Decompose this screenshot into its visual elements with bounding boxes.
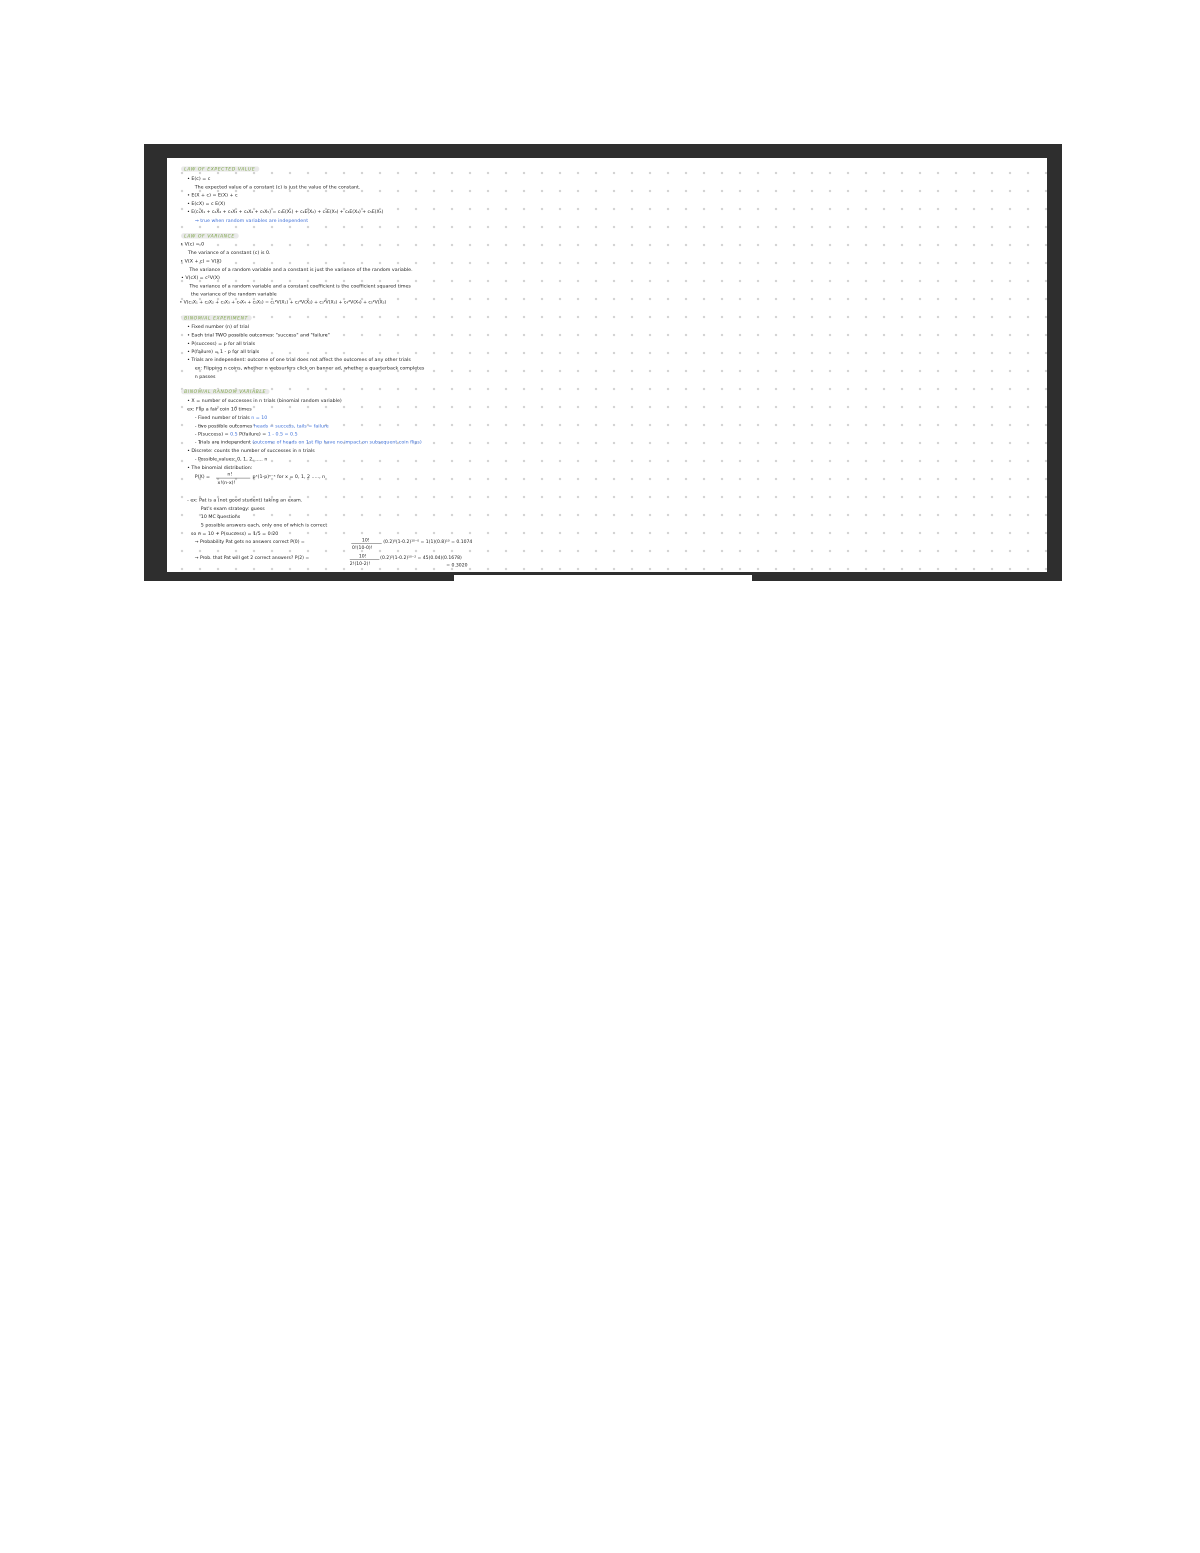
example-questions: 10 MC questions bbox=[200, 513, 241, 520]
example-params: so n = 10 + P(success) = 1/5 = 0.20 bbox=[190, 530, 279, 537]
binomial-rv-ex-2 bbox=[195, 423, 329, 429]
ex-3-value: 0.5 bbox=[230, 431, 238, 437]
example-strategy: Pat's exam strategy: guess bbox=[200, 505, 265, 511]
binomial-exp-3: • P(success) = p for all trials bbox=[187, 340, 256, 347]
ex-1-value: n = 10 bbox=[251, 414, 268, 421]
variance-rule-4: • V(c₁X₁ + c₂X₂ + c₃X₃ + c₄X₄ + c₅X₅) = c₁²V(X₁) + c₂²V(X₂) + c₃²V(X₃) + c₄²V(X₄) + c₅²V(X₅) bbox=[179, 299, 387, 305]
expected-rule-1: • E(c) = c bbox=[187, 175, 211, 182]
binomial-exp-5: • Trials are independent: outcome of one trial does not affect the outcomes of any other trials bbox=[187, 356, 411, 363]
example-intro: - ex: Pat is a (not good student) taking an exam. bbox=[187, 496, 303, 503]
p0-denominator: 0!(10-0)! bbox=[352, 544, 373, 551]
p2-text: → Prob. that Pat will get 2 correct answers? P(2) = bbox=[194, 554, 310, 560]
binomial-rv-ex-3 bbox=[195, 431, 298, 437]
expected-note-2: → true when random variables are independent bbox=[194, 217, 309, 223]
p2-final: = 0.3020 bbox=[446, 562, 468, 568]
p0-numerator: 10! bbox=[361, 537, 370, 543]
expected-note-1: The expected value of a constant (c) is just the value of the constant. bbox=[194, 183, 361, 190]
binomial-exp-4: • P(failure) = 1 - p for all trials bbox=[187, 348, 260, 354]
binomial-rv-example: ex: Flip a fair coin 10 times bbox=[187, 406, 252, 412]
variance-rule-3: • V(cX) = c²V(X) bbox=[181, 274, 220, 281]
ex-2-value: heads = success, tails = failure bbox=[253, 422, 329, 429]
ex-3-text: - P(success) = bbox=[194, 431, 231, 437]
ex-2-text: - two possible outcomes bbox=[194, 422, 254, 429]
binomial-rv-discrete: • Discrete: counts the number of successes in n trials bbox=[187, 447, 315, 454]
p0-text: → Probability Pat gets no answers correct P(0) = bbox=[194, 538, 305, 544]
binomial-rv-values: - Possible values: 0, 1, 2, ..... n bbox=[194, 455, 268, 462]
binomial-rv-1: • X = number of successes in n trials (binomial random variable) bbox=[187, 397, 342, 404]
pmf-lhs: P(X) = bbox=[194, 473, 211, 480]
example-answers: 5 possible answers each, only one of which is correct bbox=[200, 521, 328, 528]
pmf-numerator: n! bbox=[227, 471, 233, 477]
heading-expected-value: LAW OF EXPECTED VALUE bbox=[181, 166, 259, 171]
variance-rule-2: • V(X + c) = V(X) bbox=[180, 257, 222, 264]
ex-3-value-2: 1 - 0.5 = 0.5 bbox=[267, 431, 298, 437]
p0-result: (0.2)⁰(1-0.2)¹⁰⁻⁰ = 1(1)(0.8)¹⁰ = 0.1074 bbox=[383, 538, 473, 544]
variance-note-2: The variance of a random variable and a constant is just the variance of the random variable. bbox=[189, 266, 413, 272]
binomial-exp-2: • Each trial TWO possible outcomes: "success" and "failure" bbox=[187, 331, 330, 338]
expected-rule-3: • E(cX) = c E(X) bbox=[187, 200, 226, 207]
pmf-rhs: pˣ(1-p)ⁿ⁻ˣ for x = 0, 1, 2 ....., n bbox=[252, 473, 326, 480]
expected-rule-2: • E(X + c) = E(X) + c bbox=[187, 192, 238, 198]
frame-gap bbox=[454, 575, 752, 583]
ex-4-text: - Trials are independent bbox=[194, 439, 253, 445]
ex-1-text: - Fixed number of trials bbox=[194, 414, 252, 421]
binomial-exp-1: • Fixed number (n) of trial bbox=[187, 323, 249, 330]
ex-3-text-2: P(failure) = bbox=[237, 431, 268, 437]
variance-note-4: the variance of the random variable bbox=[190, 290, 277, 297]
heading-variance: LAW OF VARIANCE bbox=[181, 233, 239, 238]
expected-rule-4: • E(c₁X₁ + c₂X₂ + c₃X₃ + c₄X₄ + c₅X₅) = c₁E(X₁) + c₂E(X₂) + c₃E(X₃) + c₄E(X₄) + c₅E(X₅) bbox=[187, 208, 384, 215]
pmf-denominator: x!(n-x)! bbox=[217, 479, 236, 486]
heading-binomial-experiment: BINOMIAL EXPERIMENT bbox=[181, 315, 252, 320]
variance-rule-1: • V(c) = 0 bbox=[180, 240, 205, 247]
binomial-rv-ex-4 bbox=[195, 439, 422, 445]
binomial-exp-example-cont: n passes bbox=[194, 373, 216, 380]
heading-binomial-rv: BINOMIAL RANDOM VARIABLE bbox=[181, 389, 270, 394]
ex-4-value: (outcome of heads on 1st flip have no impact on subsequent coin flips) bbox=[252, 439, 422, 445]
binomial-rv-ex-1 bbox=[195, 414, 268, 420]
p2-denominator: 2!(10-2)! bbox=[349, 560, 371, 567]
binomial-exp-example: ex: Flipping n coins, whether n websurfers click on banner ad, whether a quarterback completes bbox=[194, 365, 425, 371]
variance-note-3: The variance of a random variable and a constant coefficient is the coefficient squared times bbox=[189, 282, 411, 289]
p2-result: (0.2)²(1-0.2)¹⁰⁻² = 45(0.04)(0.1678) bbox=[380, 554, 462, 560]
binomial-distribution-label: • The binomial distribution: bbox=[187, 464, 253, 470]
variance-note-1: The variance of a constant (c) is 0. bbox=[187, 249, 271, 256]
p2-numerator: 10! bbox=[358, 553, 367, 559]
